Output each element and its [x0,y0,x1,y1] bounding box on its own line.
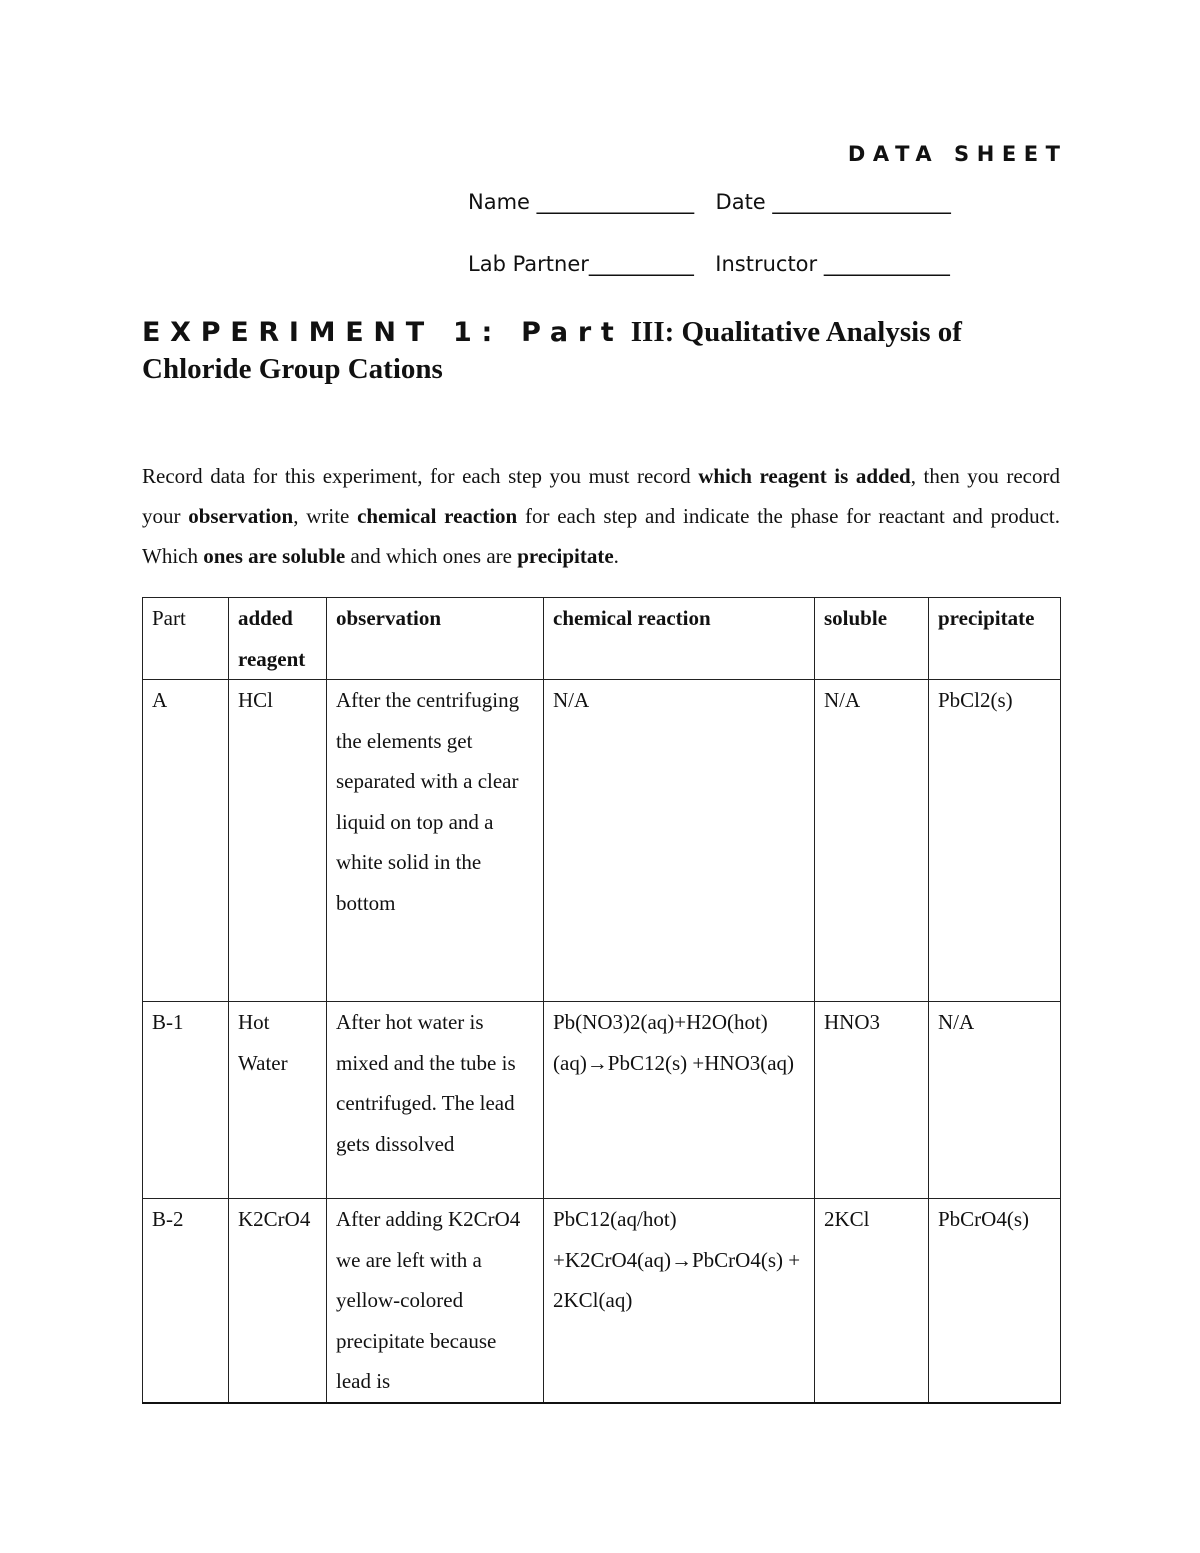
experiment-heading [142,314,1042,388]
intro-emphasis: which reagent is added [698,464,911,488]
reagent-cell: K2CrO4 [229,1199,327,1403]
instructor-label: Instructor [715,252,818,276]
column-header-chemical-reaction: chemical reaction [544,598,815,680]
precipitate-cell: PbCl2(s) [929,680,1061,1002]
intro-emphasis: precipitate [517,544,614,568]
intro-emphasis: chemical reaction [357,504,518,528]
data-sheet-title: DATA SHEET [847,142,1068,166]
table-row [143,680,1061,1002]
date-field[interactable]: _________________ [772,190,951,214]
column-header-added-reagent: added reagent [229,598,327,680]
observation-cell: After adding K2CrO4 we are left with a yellow-colored precipitate because lead is [327,1199,544,1403]
soluble-cell: HNO3 [815,1002,929,1199]
intro-text: , then you record your [142,464,1060,528]
precipitate-cell: PbCrO4(s) [929,1199,1061,1403]
column-header-precipitate: precipitate [929,598,1061,680]
reagent-cell: HCl [229,680,327,1002]
column-header-soluble: soluble [815,598,929,680]
reagent-cell: Hot Water [229,1002,327,1199]
intro-emphasis: ones are soluble [203,544,346,568]
name-date-row [468,190,1060,214]
soluble-cell: 2KCl [815,1199,929,1403]
soluble-cell: N/A [815,680,929,1002]
intro-emphasis: observation [188,504,294,528]
part-cell: B-1 [143,1002,229,1199]
column-header-part: Part [143,598,229,680]
table-row [143,1002,1061,1199]
reaction-cell: Pb(NO3)2(aq)+H2O(hot)(aq)→PbC12(s) +HNO3(aq) [544,1002,815,1199]
date-label: Date [715,190,766,214]
reaction-cell: PbC12(aq/hot) +K2CrO4(aq)→PbCrO4(s) + 2KCl(aq) [544,1199,815,1403]
precipitate-cell: N/A [929,1002,1061,1199]
reaction-cell: N/A [544,680,815,1002]
column-header-observation: observation [327,598,544,680]
instructor-field[interactable]: ____________ [823,252,950,276]
intro-text: for each step and indicate the phase for reactant and product. Which [142,504,1060,568]
instructions-paragraph [142,456,1060,576]
table-header-row [143,598,1061,680]
intro-text: Record data for this experiment, for each step you must record [142,464,699,488]
partner-instructor-row [468,252,1060,276]
data-table [142,597,1061,1404]
intro-text: . [613,544,619,568]
name-label: Name [468,190,530,214]
observation-cell: After hot water is mixed and the tube is centrifuged. The lead gets dissolved [327,1002,544,1199]
name-field[interactable]: _______________ [536,190,695,214]
intro-text: and which ones are [345,544,518,568]
part-cell: B-2 [143,1199,229,1403]
experiment-title: III: Qualitative Analysis of Chloride Group Cations [142,316,962,385]
lab-partner-label: Lab Partner [468,252,589,276]
table-row [143,1199,1061,1403]
observation-cell: After the centrifuging the elements get separated with a clear liquid on top and a white solid in the bottom [327,680,544,1002]
experiment-number: EXPERIMENT 1: Part [142,317,624,348]
lab-partner-field[interactable]: __________ [588,252,694,276]
intro-text: , write [293,504,358,528]
part-cell: A [143,680,229,1002]
